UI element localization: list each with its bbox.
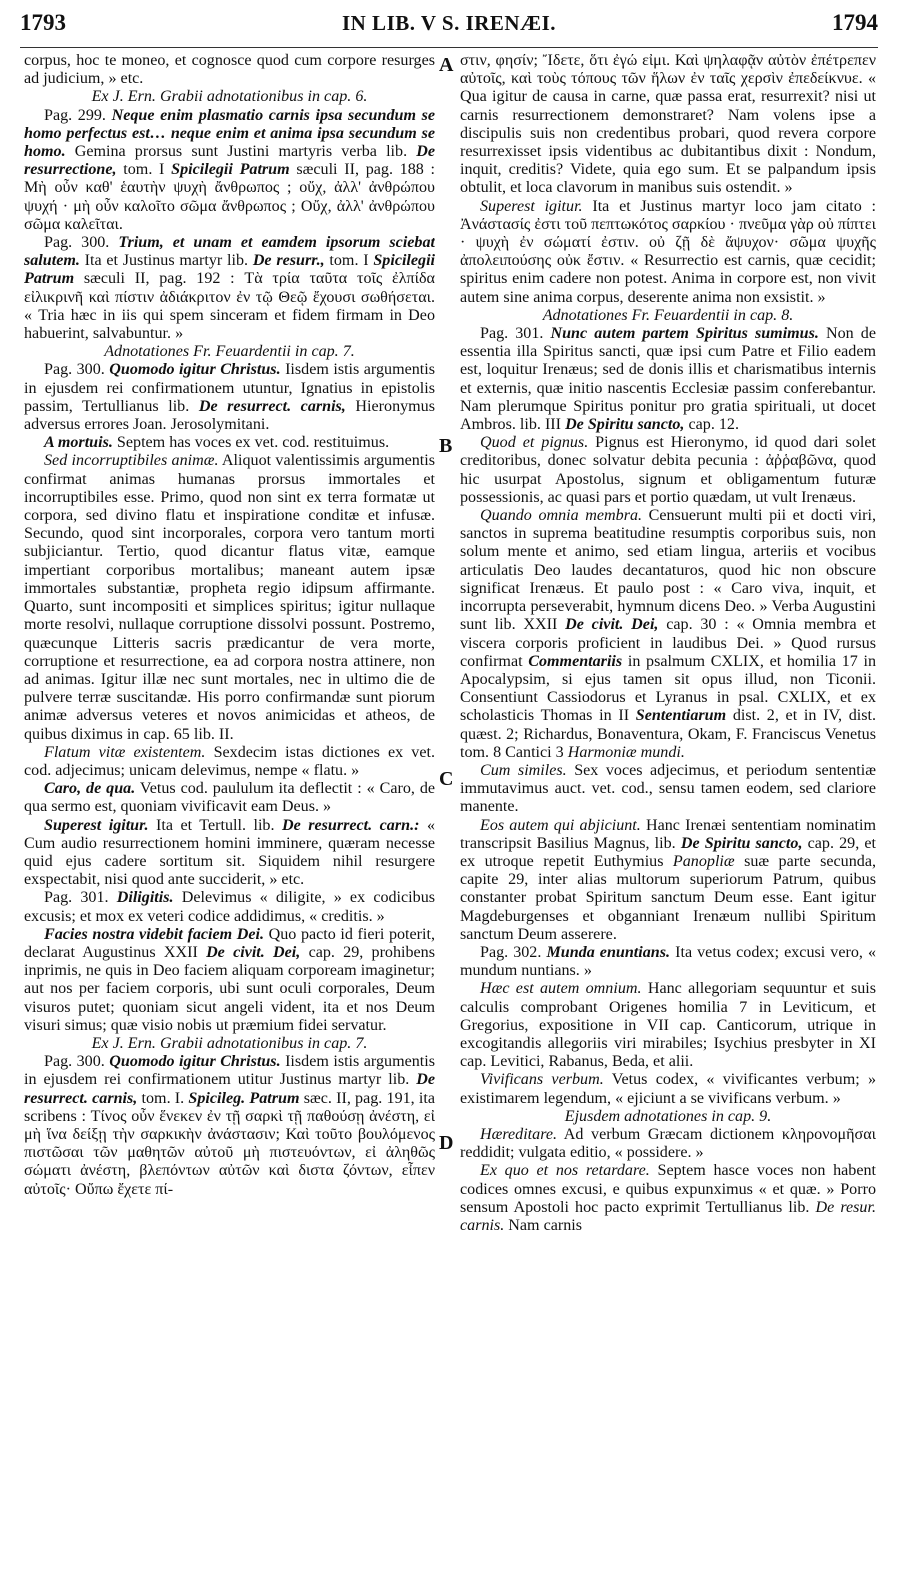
margin-letter-c: C: [439, 768, 454, 790]
section-heading: Adnotationes Fr. Feuardentii in cap. 7.: [104, 343, 355, 361]
paragraph: Quando omnia membra. Censuerunt multi pii et docti viri, sanctos in suprema beatitudine resumptis corporibus suis, non solum mente et animo, sed etiam lingua, arteriis et vocibus articulatis Deo laudes decantaturos, quod hic non obscure significat Irenæus. Et paulo post : « Caro viva, inquit, et incorrupta perseverabit, hymnum dicens Deo. » Verba Augustini sunt lib. XXII De civit. Dei, cap. 30 : « Omnia membra et viscera corporis proficient in laudibus Dei. » Quod rursus confirmat Commentariis in psalmum CXLIX, et homilia 17 in Apocalypsim, si ejus tamen sit opus illud, non Ticonii. Consentiunt Cassiodorus et Lyranus in psal. CXLIX, et ex scholasticis Thomas in II Sententiarum dist. 2, et in IV, dist. quæst. 2; Richardus, Bonaventura, Okam, F. Franciscus Venetus tom. 8 Cantici 3 Harmoniæ mundi.: [460, 507, 876, 761]
paragraph: Pag. 301. Diligitis. Delevimus « diligite, » ex codicibus excusis; et mox ex veteri codice addidimus, « creditis. »: [24, 889, 435, 925]
section-heading: Ex J. Ern. Grabii adnotationibus in cap. 7.: [91, 1034, 368, 1052]
paragraph: Flatum vitæ existentem. Sexdecim istas dictiones ex vet. cod. adjecimus; unicam delevimus, nempe « flatu. »: [24, 743, 435, 779]
paragraph: Ex quo et nos retardare. Septem hasce voces non habent codices omnes excusi, e quibus expunximus « et quæ. » Porro sensum Apostoli hoc pacto exprimit Tertullianus lib. De resur. carnis. Nam carnis: [460, 1162, 876, 1234]
margin-letter-b: B: [439, 435, 453, 457]
paragraph: Facies nostra videbit faciem Dei. Quo pacto id fieri poterit, declarat Augustinus XXII De civit. Dei, cap. 29, prohibens inprimis, ne quis in Deo faciem aliquam corpoream imaginetur; aut nos per faciem corporis, ubi sunt oculi corporales, Deum visuros putet; quoniam sicut angeli vident, ita et nos Deum visuri simus; quæ visio nobis ut præmium fidei servatur.: [24, 925, 435, 1034]
paragraph: Cum similes. Sex voces adjecimus, et periodum sententiæ immutavimus auct. vet. cod., sensu tamen eodem, sed clariore manente.: [460, 761, 876, 816]
paragraph: Superest igitur. Ita et Justinus martyr loco jam citato : Ἀνάστασίς ἐστι τοῦ πεπτωκότος σαρκίου · πνεῦμα γὰρ οὐ πίπτει · ψυχὴ ἐν σώματί ἐστιν. οὐ ζῇ δὲ ἄψυχον· σῶμα ψυχῆς ἀπολειπούσης οὐκ ἔστιν. « Resurrectio est carnis, quæ cecidit; spiritus enim cadere non potest. Anima in corpore est, non vivit autem sine anima corpus, deserente anima non exsistit. »: [460, 197, 876, 306]
paragraph: Pag. 299. Neque enim plasmatio carnis ipsa secundum se homo perfectus est… neque enim et anima ipsa secundum se homo. Gemina prorsus sunt Justini martyris verba lib. De resurrectione, tom. I Spicilegii Patrum sæculi II, pag. 188 : Μὴ οὖν καθ' ἑαυτὴν ψυχὴ ἄνθρωπος ; οὔχ, ἀλλ' ἀνθρώπου ψυχή · μὴ οὖν καλοῖτο σῶμα ἄνθρωπος ; Οὔχ, ἀλλ' ἀνθρώπου σῶμα καλεῖται.: [24, 106, 435, 233]
paragraph: Pag. 301. Nunc autem partem Spiritus sumimus. Non de essentia illa Spiritus sancti, quæ ipsi cum Patre et Filio eadem est, loquitur Irenæus; sed de donis illis et charismatibus internis et externis, quæ initio nascentis Ecclesiæ passim conferebantur. Nam plerumque Spiritus ponitur pro gratia spirituali, ut docet Ambros. lib. III De Spiritu sancto, cap. 12.: [460, 325, 876, 434]
header-rule: [20, 47, 878, 48]
left-column: [24, 52, 435, 1567]
right-column: [460, 52, 876, 1567]
running-header: [20, 4, 878, 44]
paragraph: Sed incorruptibiles animæ. Aliquot valentissimis argumentis confirmat animas humanas prorsus immortales et incorruptibiles esse. Primo, quod non sint ex terra formatæ ut corpora, sed divino flatu et inspiratione conditæ et infusæ. Secundo, quod sint incorporales, corpora vero tantum morti subjiciantur. Tertio, quod dicantur flatus vitæ, eamque impertiant corporibus mortalibus; maneant autem ipsæ immortales substantiæ, propheta regio idipsum affirmante. Quarto, sunt incompositi et simplices spiritus; igitur nullaque morte resolvi, nullaque corruptione dissolvi possunt. Postremo, quæcunque Litteris sacris prædicantur de vera morte, corruptione et resurrectione, ea ad corpora nostra attinere, non ad animas. Igitur illæ nec sunt mortales, nec in ultimo die de pulvere terræ suscitandæ. His porro confirmandæ sunt piorum animæ adversus veteres et novos animicidas et atheos, de quibus diximus in cap. 65 lib. II.: [24, 452, 435, 743]
paragraph: Superest igitur. Ita et Tertull. lib. De resurrect. carn.: « Cum audio resurrectionem homini imminere, quæram necesse quid ejus cadere sortitum sit. Siquidem nihil resurgere exspectabit, nisi quod ante succiderit, » etc.: [24, 816, 435, 889]
section-heading: Ex J. Ern. Grabii adnotationibus in cap. 6.: [91, 88, 368, 106]
paragraph: στιν, φησίν; Ἴδετε, ὅτι ἐγώ εἰμι. Καὶ ψηλαφᾷν αὐτὸν ἐπέτρεπεν αὐτοῖς, καὶ τοὺς τόπους τῶν ἥλων ἐν ταῖς χερσὶν ἐπεδείκνυε. « Qua igitur de causa in carne, quæ passa erat, resurrexit? nisi ut carnis resurrectionem demonstraret? Nam volens ipse a discipulis suis non credentibus probari, quod revera corpore resurrexisset ipsis videntibus ac dubitantibus dixit : Nondum, inquit, creditis? Videte, quia ego sum. Et se palpandum ipsis obtulit, et loca clavorum in manibus suis ostendit. »: [460, 52, 876, 197]
running-title: IN LIB. V S. IRENÆI.: [341, 11, 557, 35]
paragraph: Pag. 302. Munda enuntians. Ita vetus codex; excusi vero, « mundum nuntians. »: [460, 943, 876, 980]
section-heading: Adnotationes Fr. Feuardentii in cap. 8.: [542, 306, 794, 324]
paragraph: Eos autem qui abjiciunt. Hanc Irenæi sententiam nominatim transcripsit Basilius Magnus, lib. De Spiritu sancto, cap. 29, et ex utroque repetit Euthymius Panopliæ suæ parte secunda, capite 29, inter alias multorum superiorum Patrum, quibus constanter probat Spiritum sanctum Deum esse. Eant igitur Magdeburgenses et obganniant Irenæum nullibi Spiritum sanctum Deum asserere.: [460, 816, 876, 943]
paragraph: Pag. 300. Quomodo igitur Christus. Iisdem istis argumentis in ejusdem rei confirmationem utitur Justinus martyr lib. De resurrect. carnis, tom. I. Spicileg. Patrum sæc. II, pag. 191, ita scribens : Τίνος οὖν ἕνεκεν ἐν τῇ σαρκὶ τῇ παθούσῃ ἀνέστη, εἰ μὴ ἵνα δείξῃ τὴν σαρκικὴν ἀνάστασιν; Καὶ τοῦτο βουλόμενος πιστῶσαι τῶν μαθητῶν αὐτοῦ μὴ πιστευόντων, εἰ ἀληθῶς σώματι ἀνέστη, βλεπόντων αὐτῶν καὶ διστα ζόντων, εἶπεν αὐτοῖς· Οὔπω ἔχετε πί-: [24, 1053, 435, 1198]
margin-letter-d: D: [439, 1132, 454, 1154]
paragraph: Caro, de qua. Vetus cod. paululum ita deflectit : « Caro, de qua sermo est, quoniam vivificavit eam Deus. »: [24, 780, 435, 816]
paragraph: Pag. 300. Trium, et unam et eamdem ipsorum sciebat salutem. Ita et Justinus martyr lib. De resurr., tom. I Spicilegii Patrum sæculi II, pag. 192 : Τὰ τρία ταῦτα τοῖς ἐλπίδα εἰλικρινῆ καὶ πίστιν ἀδιάκριτον ἐν τῷ Θεῷ ἔχουσι σωθήσεται. « Tria hæc in iis qui spem sinceram et fidem firmam in Deo habuerint, salvabuntur. »: [24, 234, 435, 343]
paragraph: Hæc est autem omnium. Hanc allegoriam sequuntur et suis calculis comprobant Origenes homilia 7 in Leviticum, et Gregorius, expositione in VII cap. Canticorum, utrique in excogitandis allegoriis viri mirabiles; Isychius presbyter in XI cap. Levitici, Rabanus, Beda, et alii.: [460, 980, 876, 1071]
section-heading: Ejusdem adnotationes in cap. 9.: [564, 1107, 772, 1125]
paragraph: Vivificans verbum. Vetus codex, « vivificantes verbum; » existimarem legendum, « ejiciunt a se vivificans verbum. »: [460, 1071, 876, 1107]
paragraph: A mortuis. Septem has voces ex vet. cod. restituimus.: [44, 434, 390, 452]
paragraph: Hæreditare. Ad verbum Græcam dictionem κληρονομῆσαι reddidit; vulgata editio, « possidere. »: [460, 1125, 876, 1162]
margin-letter-a: A: [439, 54, 454, 76]
paragraph: Quod et pignus. Pignus est Hieronymo, id quod dari solet creditoribus, donec solvatur debita pecunia : ἀῤῥαβῶνα, quod hic usurpat Apostolus, signum et obligamentum futuræ possessionis, ac quasi pars et portio quædam, ut vult Irenæus.: [460, 434, 876, 506]
paragraph: Pag. 300. Quomodo igitur Christus. Iisdem istis argumentis in ejusdem rei confirmationem utuntur, Ignatius in epistolis passim, Tertullianus lib. De resurrect. carnis, Hieronymus adversus errores Joan. Jerosolymitani.: [24, 361, 435, 434]
left-page-number: 1793: [20, 10, 66, 35]
right-page-number: 1794: [832, 10, 878, 35]
paragraph: corpus, hoc te moneo, et cognosce quod cum corpore resurges ad judicium, » etc.: [24, 52, 435, 88]
